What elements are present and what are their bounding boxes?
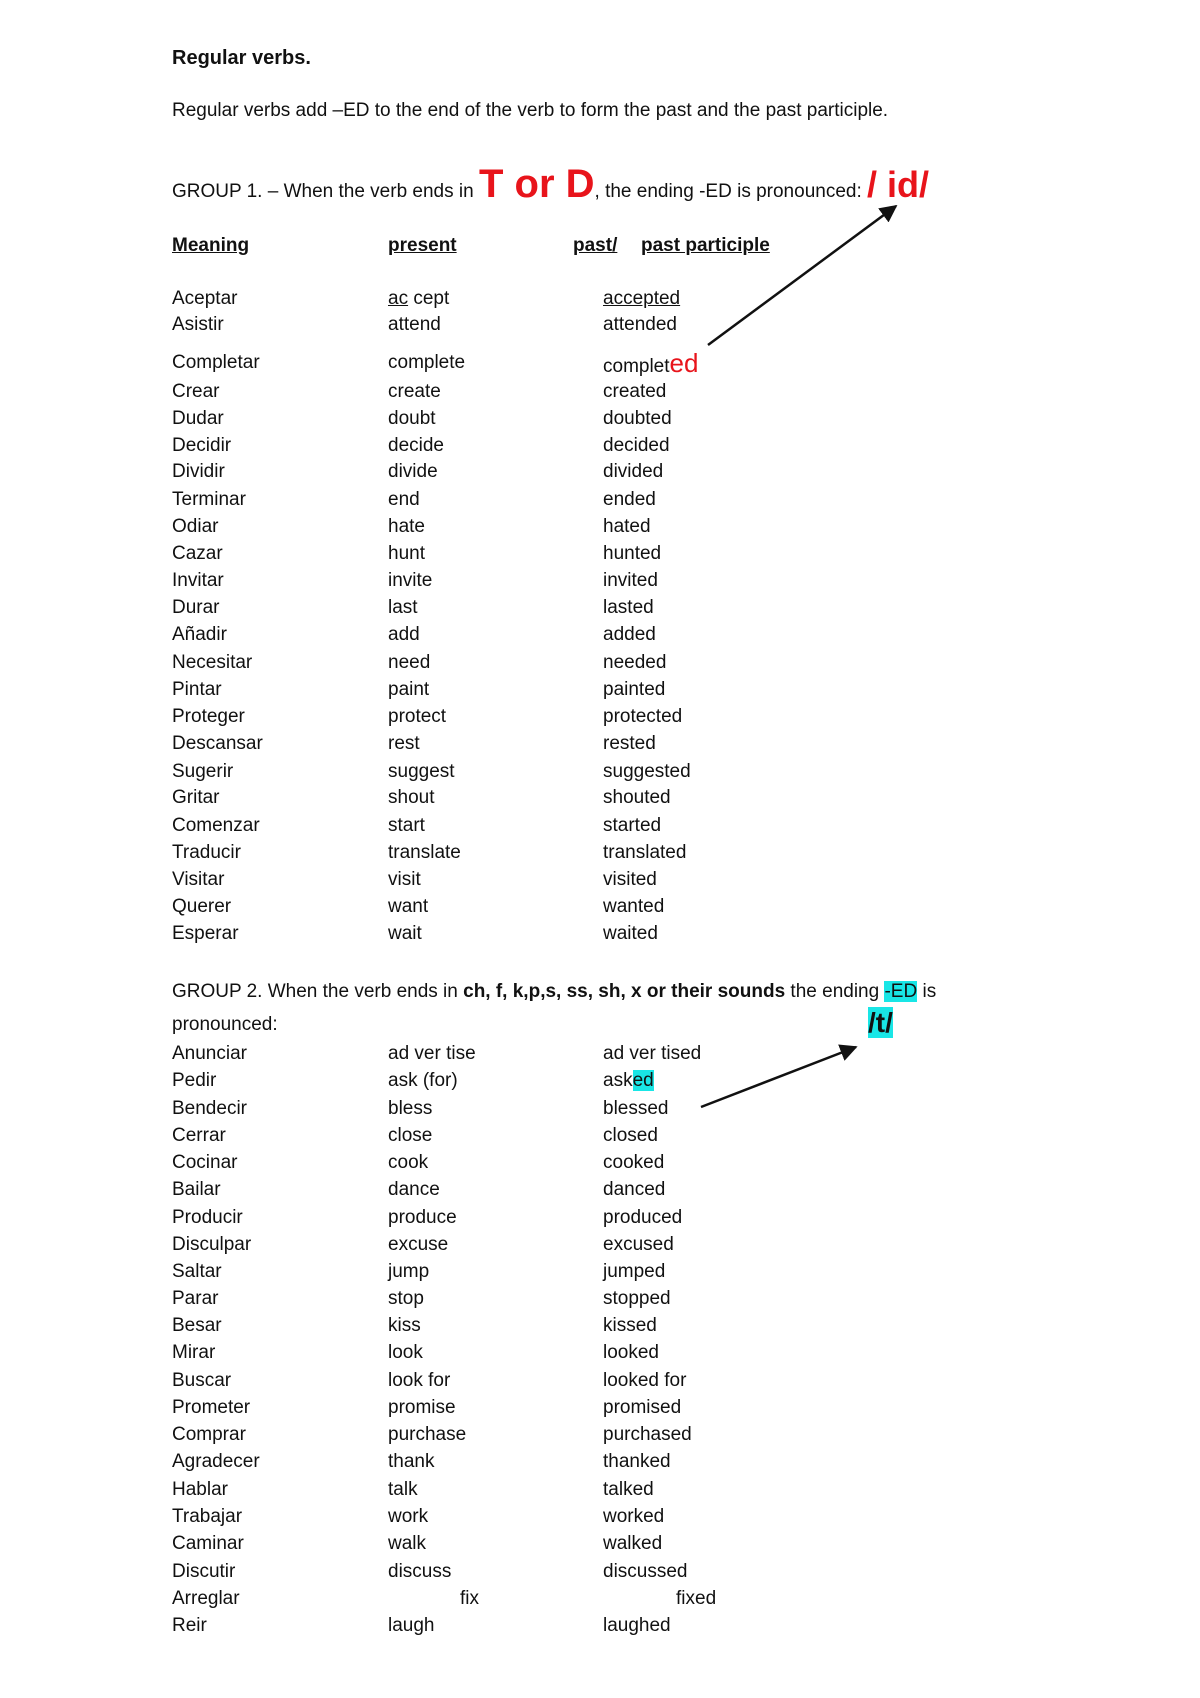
- cell-meaning: Parar: [172, 1288, 219, 1309]
- cell-past: talked: [603, 1479, 654, 1500]
- cell-meaning: Agradecer: [172, 1451, 260, 1472]
- cell-present: laugh: [388, 1615, 435, 1636]
- cell-present: ad ver tise: [388, 1043, 476, 1064]
- cell-present: jump: [388, 1261, 430, 1282]
- cell-past-ending: ed: [669, 348, 699, 378]
- cell-past: doubted: [603, 408, 672, 429]
- cell-past: waited: [603, 923, 658, 944]
- group1-prefix: GROUP 1. – When the verb ends in: [172, 181, 479, 202]
- cell-meaning: Proteger: [172, 706, 245, 727]
- cell-meaning: Descansar: [172, 733, 263, 754]
- cell-meaning: Gritar: [172, 787, 220, 808]
- cell-past: accepted: [603, 288, 681, 309]
- cell-past: looked: [603, 1342, 659, 1363]
- header-present: present: [388, 235, 457, 256]
- cell-present-rest: cept: [408, 288, 450, 309]
- page-title: Regular verbs.: [172, 47, 311, 69]
- cell-past: worked: [603, 1506, 665, 1527]
- cell-past: ad ver tised: [603, 1043, 702, 1064]
- cell-past: discussed: [603, 1561, 688, 1582]
- cell-meaning: Caminar: [172, 1533, 244, 1554]
- cell-meaning: Hablar: [172, 1479, 228, 1500]
- cell-meaning: Traducir: [172, 842, 241, 863]
- cell-meaning: Bendecir: [172, 1098, 247, 1119]
- header-participle: past participle: [641, 235, 770, 256]
- cell-past: promised: [603, 1397, 682, 1418]
- cell-past: hunted: [603, 543, 662, 564]
- cell-meaning: Odiar: [172, 516, 219, 537]
- cell-present: hate: [388, 516, 425, 537]
- cell-present: fix: [460, 1588, 479, 1609]
- cell-present: shout: [388, 787, 435, 808]
- cell-present: decide: [388, 435, 444, 456]
- cell-meaning: Producir: [172, 1207, 243, 1228]
- cell-past: needed: [603, 652, 667, 673]
- arrow-group1: [708, 206, 896, 345]
- cell-present: promise: [388, 1397, 456, 1418]
- cell-meaning: Invitar: [172, 570, 224, 591]
- cell-present: need: [388, 652, 431, 673]
- cell-past: laughed: [603, 1615, 671, 1636]
- cell-meaning: Bailar: [172, 1179, 221, 1200]
- cell-meaning: Terminar: [172, 489, 246, 510]
- cell-past: decided: [603, 435, 670, 456]
- cell-meaning: Pintar: [172, 679, 222, 700]
- group1-mid: , the ending -ED is pronounced:: [594, 181, 868, 202]
- group2-endings: ch, f, k,p,s, ss, sh, x or their sounds: [463, 981, 786, 1002]
- group2-ed: -ED: [884, 981, 918, 1002]
- cell-meaning: Disculpar: [172, 1234, 252, 1255]
- cell-present: wait: [388, 923, 422, 944]
- cell-present: ask (for): [388, 1070, 458, 1091]
- cell-meaning: Sugerir: [172, 761, 234, 782]
- cell-past: visited: [603, 869, 657, 890]
- cell-past: walked: [603, 1533, 663, 1554]
- cell-present: purchase: [388, 1424, 467, 1445]
- cell-past: stopped: [603, 1288, 671, 1309]
- cell-present: create: [388, 381, 441, 402]
- cell-meaning: Visitar: [172, 869, 225, 890]
- cell-present: discuss: [388, 1561, 452, 1582]
- cell-present: cook: [388, 1152, 429, 1173]
- cell-past: added: [603, 624, 656, 645]
- cell-past: shouted: [603, 787, 671, 808]
- cell-past: created: [603, 381, 667, 402]
- cell-past: jumped: [603, 1261, 666, 1282]
- cell-present: hunt: [388, 543, 425, 564]
- cell-past: thanked: [603, 1451, 671, 1472]
- cell-past: wanted: [603, 896, 665, 917]
- cell-meaning: Cazar: [172, 543, 223, 564]
- cell-present: bless: [388, 1098, 433, 1119]
- cell-meaning: Trabajar: [172, 1506, 243, 1527]
- group2-sound: /t/: [868, 1007, 893, 1038]
- cell-meaning: Dividir: [172, 461, 225, 482]
- arrow-group2: [701, 1047, 856, 1107]
- cell-meaning: Buscar: [172, 1370, 232, 1391]
- cell-past-stem: ask: [603, 1070, 633, 1091]
- cell-present: walk: [388, 1533, 427, 1554]
- cell-past: rested: [603, 733, 656, 754]
- cell-meaning: Añadir: [172, 624, 227, 645]
- group2-prefix: GROUP 2. When the verb ends in: [172, 981, 464, 1002]
- cell-present: end: [388, 489, 420, 510]
- cell-present: complete: [388, 352, 466, 373]
- cell-meaning: Completar: [172, 352, 260, 373]
- cell-meaning: Comprar: [172, 1424, 246, 1445]
- cell-meaning: Saltar: [172, 1261, 222, 1282]
- cell-present: dance: [388, 1179, 440, 1200]
- cell-past: suggested: [603, 761, 691, 782]
- cell-past-ending: ed: [632, 1070, 654, 1091]
- group2-heading-line2: pronounced:: [172, 1014, 278, 1035]
- cell-meaning: Cerrar: [172, 1125, 226, 1146]
- cell-present: close: [388, 1125, 433, 1146]
- cell-present: start: [388, 815, 425, 836]
- cell-present: kiss: [388, 1315, 421, 1336]
- cell-meaning: Esperar: [172, 923, 239, 944]
- cell-past: excused: [603, 1234, 674, 1255]
- cell-present: attend: [388, 314, 441, 335]
- cell-meaning: Discutir: [172, 1561, 236, 1582]
- cell-present: stop: [388, 1288, 424, 1309]
- cell-meaning: Asistir: [172, 314, 224, 335]
- cell-present: thank: [388, 1451, 435, 1472]
- cell-present: work: [388, 1506, 429, 1527]
- header-meaning: Meaning: [172, 235, 250, 256]
- cell-meaning: Besar: [172, 1315, 222, 1336]
- cell-present: suggest: [388, 761, 455, 782]
- cell-meaning: Crear: [172, 381, 220, 402]
- cell-meaning: Prometer: [172, 1397, 251, 1418]
- cell-present: paint: [388, 679, 430, 700]
- cell-present: visit: [388, 869, 421, 890]
- cell-past-stem: complet: [603, 356, 670, 377]
- cell-present: look: [388, 1342, 423, 1363]
- header-past: past/: [573, 235, 618, 256]
- cell-present: protect: [388, 706, 447, 727]
- cell-meaning: Anunciar: [172, 1043, 247, 1064]
- cell-present: excuse: [388, 1234, 449, 1255]
- cell-present: want: [388, 896, 429, 917]
- cell-meaning: Aceptar: [172, 288, 238, 309]
- cell-meaning: Durar: [172, 597, 220, 618]
- cell-past: fixed: [676, 1588, 717, 1609]
- cell-past: protected: [603, 706, 683, 727]
- cell-meaning: Reir: [172, 1615, 207, 1636]
- group1-highlight: T or D: [478, 162, 595, 206]
- cell-present: look for: [388, 1370, 451, 1391]
- cell-past: hated: [603, 516, 651, 537]
- cell-present-stressed: ac: [388, 288, 409, 309]
- cell-present: talk: [388, 1479, 418, 1500]
- cell-present: produce: [388, 1207, 457, 1228]
- cell-past: purchased: [603, 1424, 692, 1445]
- cell-present: translate: [388, 842, 461, 863]
- cell-meaning: Dudar: [172, 408, 224, 429]
- cell-meaning: Arreglar: [172, 1588, 240, 1609]
- intro-text: Regular verbs add –ED to the end of the verb to form the past and the past participle.: [172, 100, 889, 121]
- cell-meaning: Mirar: [172, 1342, 216, 1363]
- group2-suffix: is: [917, 981, 937, 1002]
- cell-past: ended: [603, 489, 656, 510]
- cell-past: translated: [603, 842, 687, 863]
- cell-meaning: Cocinar: [172, 1152, 238, 1173]
- cell-past: blessed: [603, 1098, 669, 1119]
- cell-past: lasted: [603, 597, 654, 618]
- cell-past: danced: [603, 1179, 666, 1200]
- cell-meaning: Necesitar: [172, 652, 253, 673]
- cell-past: looked for: [603, 1370, 687, 1391]
- cell-past: divided: [603, 461, 664, 482]
- cell-past: closed: [603, 1125, 658, 1146]
- cell-past: produced: [603, 1207, 683, 1228]
- cell-present: rest: [388, 733, 420, 754]
- group1-sound: / id/: [867, 164, 930, 205]
- cell-meaning: Comenzar: [172, 815, 260, 836]
- cell-past: painted: [603, 679, 666, 700]
- cell-past: attended: [603, 314, 677, 335]
- cell-past: kissed: [603, 1315, 657, 1336]
- group2-mid: the ending: [785, 981, 885, 1002]
- cell-past: invited: [603, 570, 658, 591]
- cell-present: add: [388, 624, 420, 645]
- cell-present: last: [388, 597, 418, 618]
- cell-meaning: Pedir: [172, 1070, 217, 1091]
- cell-present: invite: [388, 570, 433, 591]
- cell-present: doubt: [388, 408, 436, 429]
- cell-past: cooked: [603, 1152, 665, 1173]
- cell-present: divide: [388, 461, 438, 482]
- cell-meaning: Querer: [172, 896, 232, 917]
- cell-meaning: Decidir: [172, 435, 232, 456]
- cell-past: started: [603, 815, 662, 836]
